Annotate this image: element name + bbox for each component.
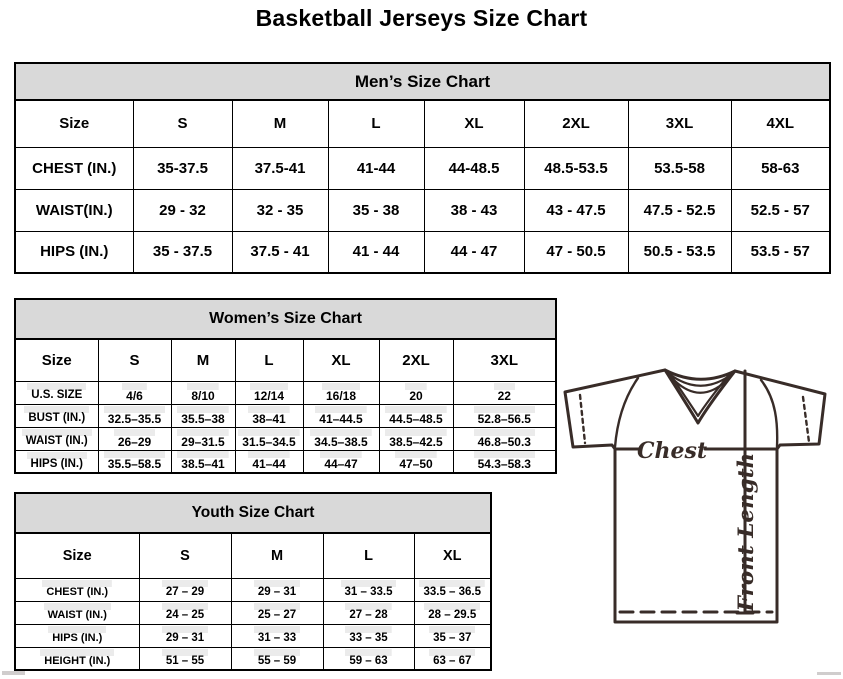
size-value: 44.5–48.5 bbox=[385, 406, 446, 426]
size-value: 53.5-58 bbox=[628, 147, 731, 189]
horizontal-scrollbar-fragment[interactable] bbox=[817, 672, 841, 675]
size-value: 22 bbox=[494, 383, 515, 403]
table-row bbox=[15, 381, 556, 404]
size-value: 37.5 - 41 bbox=[232, 231, 328, 273]
size-value: 41-44 bbox=[328, 147, 424, 189]
size-value: 47 - 50.5 bbox=[524, 231, 628, 273]
size-value: 35.5–58.5 bbox=[104, 451, 165, 471]
table-row bbox=[15, 404, 556, 427]
size-value: 35 - 38 bbox=[328, 189, 424, 231]
table-row bbox=[15, 493, 491, 533]
chest-label: Chest bbox=[636, 438, 708, 464]
size-value: 48.5-53.5 bbox=[524, 147, 628, 189]
size-value: 31.5–34.5 bbox=[238, 429, 299, 449]
row-label: HIPS (IN.) bbox=[27, 452, 87, 472]
column-header: L bbox=[328, 100, 424, 147]
womens-size-table bbox=[14, 298, 557, 474]
table-row bbox=[15, 601, 491, 624]
column-header: Size bbox=[15, 339, 98, 381]
table-row bbox=[15, 624, 491, 647]
size-value: 28 – 29.5 bbox=[424, 603, 480, 623]
column-header: XL bbox=[424, 100, 524, 147]
size-value: 37.5-41 bbox=[232, 147, 328, 189]
size-value: 38.5–41 bbox=[177, 451, 228, 471]
size-value: 35 – 37 bbox=[429, 626, 475, 646]
size-value: 54.3–58.3 bbox=[474, 451, 535, 471]
size-value: 52.8–56.5 bbox=[474, 406, 535, 426]
column-header: M bbox=[231, 533, 323, 578]
column-header: S bbox=[139, 533, 231, 578]
column-header: L bbox=[323, 533, 414, 578]
size-value: 51 – 55 bbox=[162, 649, 208, 669]
size-value: 31 – 33 bbox=[254, 626, 300, 646]
column-header: Size bbox=[15, 100, 133, 147]
youth-size-table bbox=[14, 492, 492, 671]
size-value: 25 – 27 bbox=[254, 603, 300, 623]
size-value: 44–47 bbox=[320, 451, 361, 471]
table-row bbox=[15, 647, 491, 670]
row-label: HIPS (IN.) bbox=[48, 626, 106, 645]
row-label: WAIST (IN.) bbox=[22, 429, 92, 449]
size-value: 29–31.5 bbox=[177, 429, 228, 449]
size-value: 4/6 bbox=[122, 383, 147, 403]
column-header: M bbox=[171, 339, 235, 381]
size-value: 33.5 – 36.5 bbox=[419, 580, 485, 600]
size-value: 33 – 35 bbox=[345, 626, 391, 646]
column-header: 2XL bbox=[379, 339, 453, 381]
table-row bbox=[15, 299, 556, 339]
size-value: 38 - 43 bbox=[424, 189, 524, 231]
jersey-diagram bbox=[558, 360, 843, 665]
table-header-row bbox=[15, 339, 556, 381]
size-value: 52.5 - 57 bbox=[731, 189, 830, 231]
size-value: 32.5–35.5 bbox=[104, 406, 165, 426]
size-value: 8/10 bbox=[187, 383, 218, 403]
table-row bbox=[15, 63, 830, 100]
size-value: 35 - 37.5 bbox=[133, 231, 232, 273]
size-value: 47–50 bbox=[395, 451, 436, 471]
front-length-label: Front Length bbox=[734, 452, 759, 612]
column-header: 2XL bbox=[524, 100, 628, 147]
table-row bbox=[15, 189, 830, 231]
column-header: XL bbox=[414, 533, 491, 578]
youth-table-title: Youth Size Chart bbox=[15, 493, 491, 533]
horizontal-scrollbar-fragment[interactable] bbox=[2, 671, 25, 675]
size-value: 12/14 bbox=[250, 383, 288, 403]
row-label: U.S. SIZE bbox=[27, 383, 86, 403]
jersey-outline bbox=[565, 370, 825, 622]
size-value: 31 – 33.5 bbox=[341, 580, 397, 600]
womens-table-title: Women’s Size Chart bbox=[15, 299, 556, 339]
size-value: 53.5 - 57 bbox=[731, 231, 830, 273]
size-value: 46.8–50.3 bbox=[474, 429, 535, 449]
size-value: 55 – 59 bbox=[254, 649, 300, 669]
column-header: M bbox=[232, 100, 328, 147]
size-value: 43 - 47.5 bbox=[524, 189, 628, 231]
size-value: 29 – 31 bbox=[162, 626, 208, 646]
size-value: 32 - 35 bbox=[232, 189, 328, 231]
page-title: Basketball Jerseys Size Chart bbox=[255, 5, 588, 31]
table-header-row bbox=[15, 100, 830, 147]
row-label: BUST (IN.) bbox=[24, 406, 89, 426]
size-value: 35.5–38 bbox=[177, 406, 228, 426]
size-value: 44-48.5 bbox=[424, 147, 524, 189]
size-value: 59 – 63 bbox=[345, 649, 391, 669]
row-label: HIPS (IN.) bbox=[15, 231, 133, 273]
column-header: S bbox=[98, 339, 171, 381]
size-value: 44 - 47 bbox=[424, 231, 524, 273]
table-row bbox=[15, 450, 556, 473]
column-header: 4XL bbox=[731, 100, 830, 147]
row-label: CHEST (IN.) bbox=[42, 580, 112, 599]
size-value: 38–41 bbox=[248, 406, 289, 426]
size-value: 41–44.5 bbox=[315, 406, 366, 426]
column-header: 3XL bbox=[453, 339, 556, 381]
column-header: S bbox=[133, 100, 232, 147]
table-row bbox=[15, 147, 830, 189]
column-header: 3XL bbox=[628, 100, 731, 147]
size-value: 35-37.5 bbox=[133, 147, 232, 189]
table-row bbox=[15, 231, 830, 273]
size-value: 24 – 25 bbox=[162, 603, 208, 623]
size-value: 34.5–38.5 bbox=[310, 429, 371, 449]
table-row bbox=[15, 578, 491, 601]
table-row bbox=[15, 427, 556, 450]
mens-table-title: Men’s Size Chart bbox=[15, 63, 830, 100]
size-value: 29 – 31 bbox=[254, 580, 300, 600]
size-value: 47.5 - 52.5 bbox=[628, 189, 731, 231]
size-value: 27 – 28 bbox=[345, 603, 391, 623]
row-label: CHEST (IN.) bbox=[15, 147, 133, 189]
size-value: 16/18 bbox=[322, 383, 360, 403]
row-label: WAIST(IN.) bbox=[15, 189, 133, 231]
size-value: 50.5 - 53.5 bbox=[628, 231, 731, 273]
size-value: 41 - 44 bbox=[328, 231, 424, 273]
size-value: 41–44 bbox=[248, 451, 289, 471]
size-value: 38.5–42.5 bbox=[385, 429, 446, 449]
mens-size-table bbox=[14, 62, 831, 274]
size-value: 58-63 bbox=[731, 147, 830, 189]
row-label: HEIGHT (IN.) bbox=[40, 649, 114, 668]
table-header-row bbox=[15, 533, 491, 578]
size-value: 27 – 29 bbox=[162, 580, 208, 600]
size-value: 63 – 67 bbox=[429, 649, 475, 669]
size-value: 26–29 bbox=[114, 429, 155, 449]
column-header: L bbox=[235, 339, 303, 381]
row-label: WAIST (IN.) bbox=[44, 603, 111, 622]
size-value: 20 bbox=[405, 383, 426, 403]
size-value: 29 - 32 bbox=[133, 189, 232, 231]
column-header: Size bbox=[15, 533, 139, 578]
column-header: XL bbox=[303, 339, 379, 381]
